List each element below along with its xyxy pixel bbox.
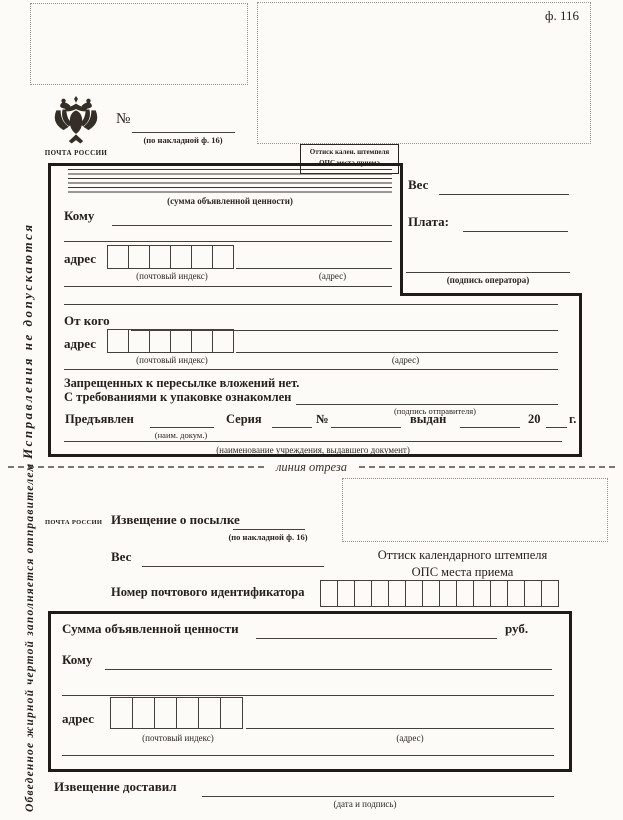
index-cell[interactable]	[439, 580, 457, 607]
institution-caption: (наименование учреждения, выдавшего документ)	[216, 445, 410, 455]
notice-title-line[interactable]	[233, 529, 305, 530]
notice-to-label: Кому	[62, 652, 93, 667]
to-extra-line[interactable]	[64, 241, 392, 242]
main-box-border-left	[48, 163, 51, 457]
postal-index-caption: (почтовый индекс)	[136, 271, 208, 281]
index-cell[interactable]	[337, 580, 355, 607]
sender-signature-caption: (подпись отправителя)	[393, 406, 477, 416]
doc-name-caption: (наим. докум.)	[154, 430, 208, 440]
index-cell[interactable]	[320, 580, 338, 607]
index-cell[interactable]	[473, 580, 491, 607]
notice-postal-index-cells[interactable]	[110, 697, 243, 729]
payment-input-line[interactable]	[463, 231, 568, 232]
declared-value-write-lines[interactable]	[68, 169, 392, 195]
form-code: ф. 116	[545, 8, 579, 23]
delivered-label: Извещение доставил	[54, 779, 177, 794]
index-cell[interactable]	[212, 329, 234, 353]
notice-stamp-caption-line1: Оттиск календарного штемпеля	[377, 548, 548, 562]
payment-label: Плата:	[408, 214, 449, 229]
number-label: №	[116, 111, 131, 127]
doc-number-sign: №	[316, 412, 329, 426]
main-box-border-step	[400, 293, 582, 296]
cut-line	[8, 460, 615, 474]
doc-number-line[interactable]	[331, 427, 401, 428]
notice-address-label: адрес	[62, 711, 95, 726]
index-cell[interactable]	[490, 580, 508, 607]
no-corrections-note: Исправления не допускаются	[20, 222, 35, 459]
from-address-caption: (адрес)	[391, 355, 420, 365]
prohibited-statement: Запрещенных к пересылке вложений нет.	[64, 376, 300, 390]
from-address-input-line[interactable]	[236, 352, 558, 353]
presented-label: Предъявлен	[65, 412, 134, 426]
index-cell[interactable]	[176, 697, 199, 729]
issued-label: выдан	[410, 412, 447, 426]
index-cell[interactable]	[170, 245, 192, 269]
index-cell[interactable]	[191, 245, 213, 269]
bold-outline-note: Обведенное жирной чертой заполняется отправителем	[24, 462, 36, 812]
index-cell[interactable]	[220, 697, 243, 729]
address-caption: (адрес)	[318, 271, 347, 281]
index-cell[interactable]	[456, 580, 474, 607]
index-cell[interactable]	[128, 245, 150, 269]
index-cell[interactable]	[110, 697, 133, 729]
index-cell[interactable]	[212, 245, 234, 269]
cut-line-dash-left	[8, 466, 264, 468]
index-cell[interactable]	[149, 245, 171, 269]
index-cell[interactable]	[132, 697, 155, 729]
number-input-line[interactable]	[132, 132, 235, 133]
index-cell[interactable]	[198, 697, 221, 729]
notice-declared-value-line[interactable]	[256, 638, 497, 639]
series-label: Серия	[226, 412, 262, 426]
notice-address-caption: (адрес)	[396, 733, 424, 743]
from-postal-index-caption: (почтовый индекс)	[136, 355, 208, 365]
notice-postal-index-caption: (почтовый индекс)	[142, 733, 214, 743]
index-cell[interactable]	[154, 697, 177, 729]
address-label: адрес	[64, 251, 97, 266]
notice-to-extra-line[interactable]	[62, 695, 554, 696]
index-cell[interactable]	[107, 329, 129, 353]
notice-title: Извещение о посылке	[111, 512, 240, 527]
brand-label: ПОЧТА РОССИИ	[44, 149, 108, 157]
index-cell[interactable]	[541, 580, 559, 607]
index-cell[interactable]	[354, 580, 372, 607]
index-cell[interactable]	[191, 329, 213, 353]
identifier-cells[interactable]	[320, 580, 559, 607]
sender-top-line[interactable]	[64, 304, 558, 305]
postal-index-cells[interactable]	[107, 245, 234, 269]
number-caption: (по накладной ф. 16)	[143, 135, 223, 145]
weight-label: Вес	[408, 177, 429, 192]
doc-name-line[interactable]	[150, 427, 214, 428]
sender-signature-line[interactable]	[296, 404, 558, 405]
identifier-label: Номер почтового идентификатора	[111, 585, 305, 599]
notice-brand-label: ПОЧТА РОССИИ	[45, 519, 103, 526]
main-box-border-right-upper	[400, 163, 403, 296]
notice-stamp-caption-line2: ОПС места приема	[411, 565, 514, 579]
delivered-caption: (дата и подпись)	[333, 799, 397, 809]
index-cell[interactable]	[170, 329, 192, 353]
address-input-line[interactable]	[236, 268, 392, 269]
index-cell[interactable]	[371, 580, 389, 607]
from-label: От кого	[64, 313, 110, 328]
declared-value-caption: (сумма объявленной ценности)	[167, 196, 293, 206]
operator-signature-caption: (подпись оператора)	[446, 275, 530, 285]
currency-label: руб.	[505, 621, 529, 636]
cut-line-dash-right	[359, 466, 615, 468]
year-line[interactable]	[546, 427, 567, 428]
main-box-border-top	[48, 163, 403, 166]
notice-weight-line[interactable]	[142, 566, 324, 567]
notice-declared-value-label: Сумма объявленной ценности	[62, 621, 239, 636]
index-cell[interactable]	[405, 580, 423, 607]
cut-line-label: линия отреза	[275, 459, 348, 474]
index-cell[interactable]	[422, 580, 440, 607]
weight-input-line[interactable]	[439, 194, 569, 195]
series-line[interactable]	[272, 427, 312, 428]
main-box-border-right-lower	[579, 293, 582, 457]
from-postal-index-cells[interactable]	[107, 329, 234, 353]
from-address-label: адрес	[64, 336, 97, 351]
address-extra-line[interactable]	[64, 286, 392, 287]
calendar-stamp-line1: Оттиск кален. штемпеля	[309, 148, 390, 156]
index-cell[interactable]	[128, 329, 150, 353]
year-suffix: г.	[569, 412, 577, 426]
index-cell[interactable]	[524, 580, 542, 607]
issued-line[interactable]	[460, 427, 520, 428]
packaging-statement: С требованиями к упаковке ознакомлен	[64, 390, 292, 404]
index-cell[interactable]	[507, 580, 525, 607]
index-cell[interactable]	[149, 329, 171, 353]
to-label: Кому	[64, 208, 95, 223]
index-cell[interactable]	[107, 245, 129, 269]
notice-address-extra-line[interactable]	[62, 755, 554, 756]
stamp-placement-box-left	[30, 3, 248, 85]
notice-stamp-placement-box	[342, 478, 608, 542]
delivered-line[interactable]	[202, 796, 554, 797]
notice-title-caption: (по накладной ф. 16)	[228, 532, 308, 542]
institution-line[interactable]	[64, 441, 562, 442]
year-prefix: 20	[528, 412, 541, 426]
index-cell[interactable]	[388, 580, 406, 607]
notice-weight-label: Вес	[111, 549, 132, 564]
notice-to-line[interactable]	[105, 669, 552, 670]
operator-signature-line[interactable]	[406, 272, 570, 273]
notice-address-line[interactable]	[246, 728, 554, 729]
from-extra-line[interactable]	[64, 369, 558, 370]
russia-post-eagle-icon	[52, 94, 100, 151]
to-input-line[interactable]	[112, 225, 392, 226]
